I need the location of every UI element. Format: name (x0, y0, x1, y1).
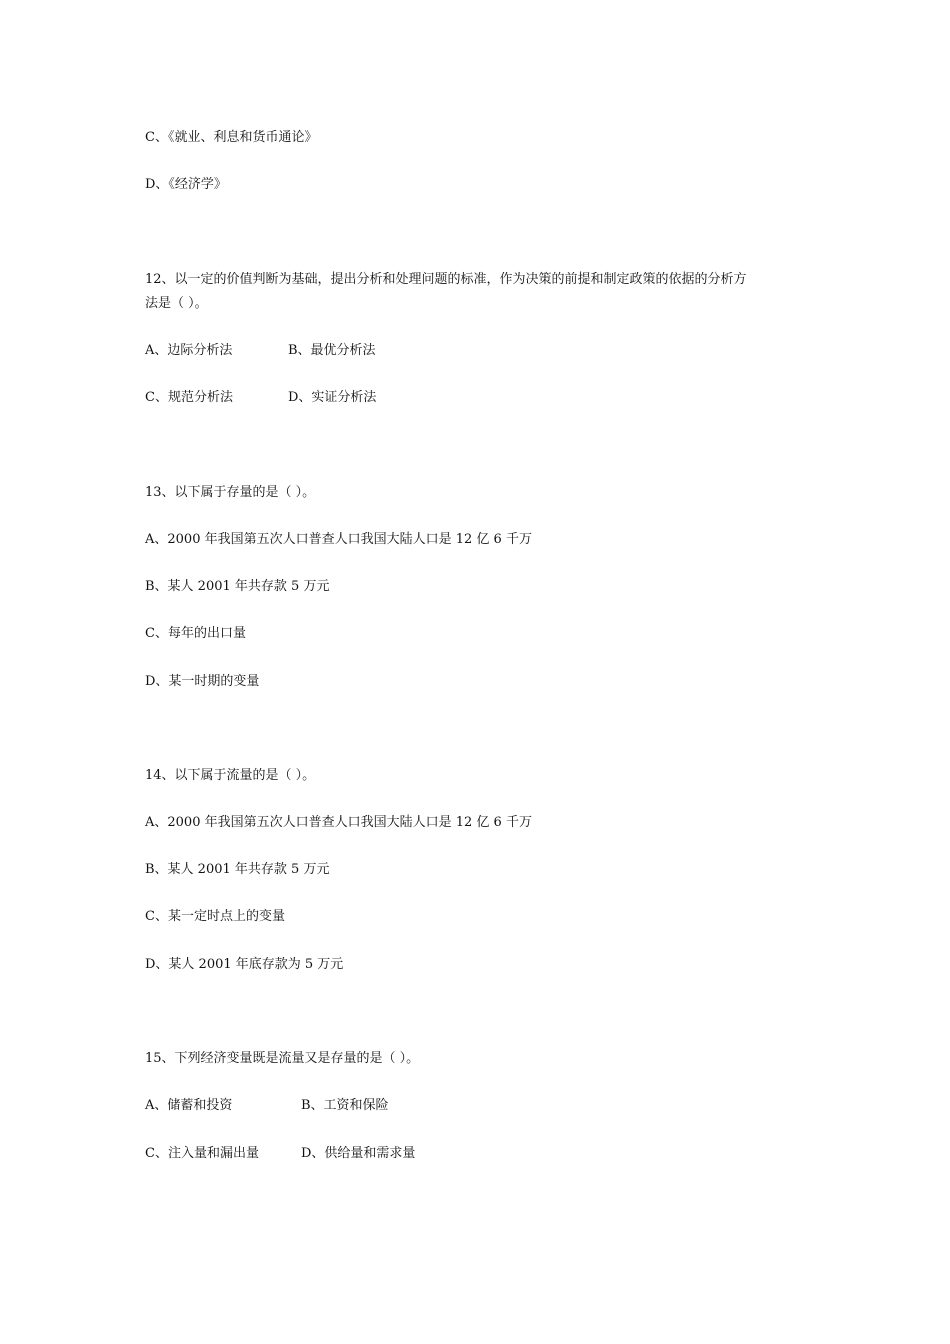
q14-option-b: B、某人 2001 年共存款 5 万元 (145, 862, 330, 877)
q15-options-cd (145, 1145, 416, 1163)
q12-option-a: A、边际分析法 (145, 343, 233, 358)
q13-option-d: D、某一时期的变量 (145, 674, 260, 689)
q12-option-c: C、规范分析法 (145, 390, 233, 405)
q13-option-b: B、某人 2001 年共存款 5 万元 (145, 579, 330, 594)
q12-option-d: D、实证分析法 (288, 390, 377, 405)
q12-stem-line2: 法是（ ）。 (145, 296, 208, 311)
q14-stem: 14、以下属于流量的是（ ）。 (145, 768, 316, 783)
q13-option-a: A、2000 年我国第五次人口普查人口我国大陆人口是 12 亿 6 千万 (145, 532, 532, 547)
q11-option-c: C、《就业、利息和货币通论》 (145, 130, 318, 145)
q13-stem: 13、以下属于存量的是（ ）。 (145, 485, 316, 500)
q15-stem: 15、下列经济变量既是流量又是存量的是（ ）。 (145, 1051, 420, 1066)
q12-options-cd (145, 389, 377, 407)
q14-option-a: A、2000 年我国第五次人口普查人口我国大陆人口是 12 亿 6 千万 (145, 815, 532, 830)
q12-stem-line1: 12、以一定的价值判断为基础，提出分析和处理问题的标准，作为决策的前提和制定政策的依据的分析方 (145, 272, 747, 287)
q15-option-a: A、储蓄和投资 (145, 1098, 233, 1113)
q14-option-d: D、某人 2001 年底存款为 5 万元 (145, 957, 344, 972)
q15-option-c: C、注入量和漏出量 (145, 1146, 259, 1161)
q12-option-b: B、最优分析法 (288, 343, 376, 358)
q12-options-ab (145, 342, 376, 360)
q15-option-b: B、工资和保险 (301, 1098, 389, 1113)
q14-option-c: C、某一定时点上的变量 (145, 909, 285, 924)
q11-option-d: D、《经济学》 (145, 177, 227, 192)
q13-option-c: C、每年的出口量 (145, 626, 246, 641)
q15-options-ab (145, 1097, 389, 1115)
q15-option-d: D、供给量和需求量 (301, 1146, 416, 1161)
